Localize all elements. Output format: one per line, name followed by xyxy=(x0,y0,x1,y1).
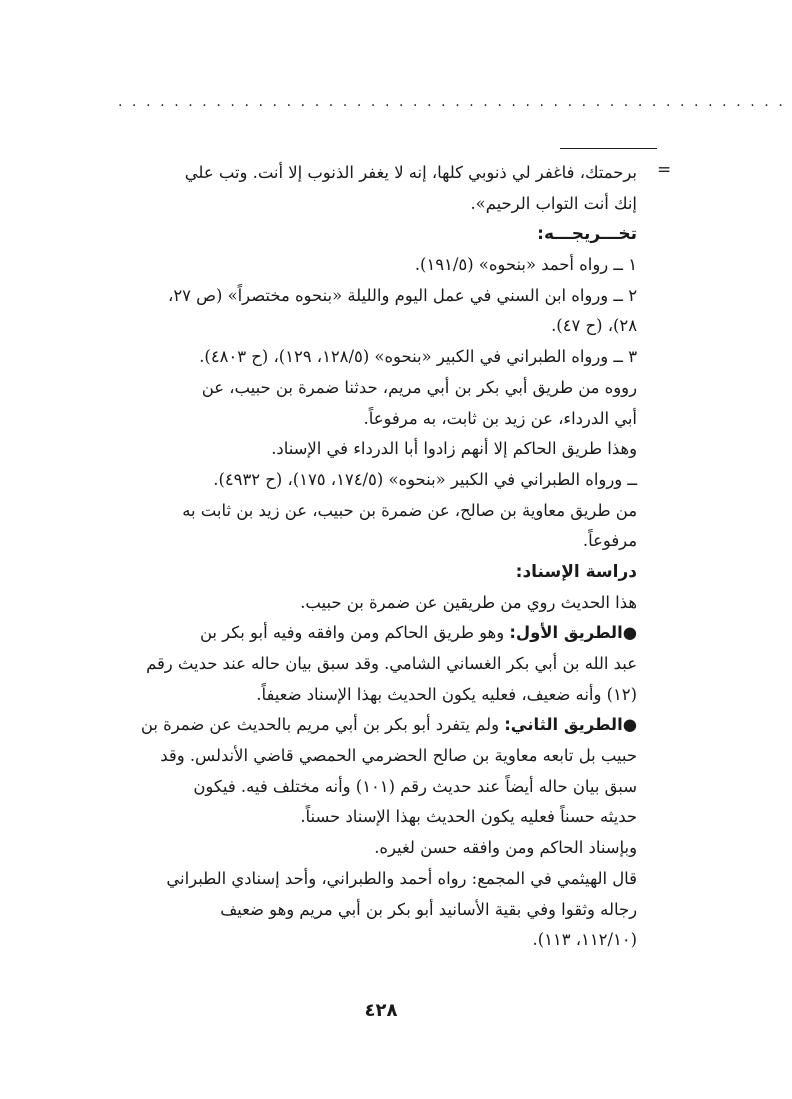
first-path-label: الطريق الأول: xyxy=(509,623,623,643)
text-line: ٢٨)، (ح ٤٧). xyxy=(551,316,637,336)
footnote-separator xyxy=(560,148,657,149)
text-line: ١ ــ رواه أحمد «بنحوه» (١٩١/٥). xyxy=(414,255,637,275)
section-heading-dirasa: دراسة الإسناد: xyxy=(515,561,637,582)
bullet-icon: ● xyxy=(622,623,637,643)
text-line: سبق بيان حاله أيضاً عند حديث رقم (١٠١) وأنه مختلف فيه. فيكون xyxy=(193,776,637,796)
text-line: قال الهيثمي في المجمع: رواه أحمد والطبراني، وأحد إسنادي الطبراني xyxy=(166,868,637,888)
text-line: إنك أنت التواب الرحيم». xyxy=(470,193,637,213)
text-line: ــ ورواه الطبراني في الكبير «بنحوه» (١٧٤/٥، ١٧٥)، (ح ٤٩٣٢). xyxy=(213,469,637,489)
text-line: وهذا طريق الحاكم إلا أنهم زادوا أبا الدرداء في الإسناد. xyxy=(271,439,637,459)
page-body xyxy=(100,158,637,956)
text-line: ٣ ــ ورواه الطبراني في الكبير «بنحوه» (١٢٨/٥، ١٢٩)، (ح ٤٨٠٣). xyxy=(199,347,637,367)
text-line: رووه من طريق أبي بكر بن أبي مريم، حدثنا ضمرة بن حبيب، عن xyxy=(201,377,637,397)
second-path-text: ولم يتفرد أبو بكر بن أبي مريم بالحديث عن ضمرة بن xyxy=(140,715,505,735)
text-line: حديثه حسناً فعليه يكون الحديث بهذا الإسناد حسناً. xyxy=(300,807,637,827)
section-heading-takhrij: تخـــريجـــه: xyxy=(537,224,637,245)
header-dotted-rule: ................................................ xyxy=(118,94,792,110)
text-line-first-path xyxy=(100,618,637,649)
text-line: أبي الدرداء، عن زيد بن ثابت، به مرفوعاً. xyxy=(363,408,637,428)
text-line: (١١٢/١٠، ١١٣). xyxy=(532,930,637,950)
text-line: برحمتك، فاغفر لي ذنوبي كلها، إنه لا يغفر الذنوب إلا أنت. وتب علي xyxy=(184,163,637,182)
text-line: من طريق معاوية بن صالح، عن ضمرة بن حبيب، عن زيد بن ثابت به xyxy=(182,500,637,520)
text-line: حبيب بل تابعه معاوية بن صالح الحضرمي الحمصي قاضي الأندلس. وقد xyxy=(160,746,637,766)
page-number: ٤٢٨ xyxy=(364,1000,398,1021)
text-line: وبإسناد الحاكم ومن وافقه حسن لغيره. xyxy=(374,838,637,858)
text-line: مرفوعاً. xyxy=(582,531,637,551)
text-line-second-path xyxy=(100,710,637,741)
first-path-text: وهو طريق الحاكم ومن وافقه وفيه أبو بكر بن xyxy=(199,623,510,643)
text-line: رجاله وثقوا وفي بقية الأسانيد أبو بكر بن أبي مريم وهو ضعيف xyxy=(220,899,637,919)
bullet-icon: ● xyxy=(622,715,637,735)
continuation-mark: = xyxy=(657,160,672,180)
text-line: ٢ ــ ورواه ابن السني في عمل اليوم والليلة «بنحوه مختصراً» (ص ٢٧، xyxy=(168,285,637,305)
text-line: هذا الحديث روي من طريقين عن ضمرة بن حبيب. xyxy=(300,592,637,612)
second-path-label: الطريق الثاني: xyxy=(504,715,623,735)
text-line: (١٢) وأنه ضعيف، فعليه يكون الحديث بهذا الإسناد ضعيفاً. xyxy=(256,684,637,704)
text-line: عبد الله بن أبي بكر الغساني الشامي. وقد سبق بيان حاله عند حديث رقم xyxy=(146,654,637,673)
